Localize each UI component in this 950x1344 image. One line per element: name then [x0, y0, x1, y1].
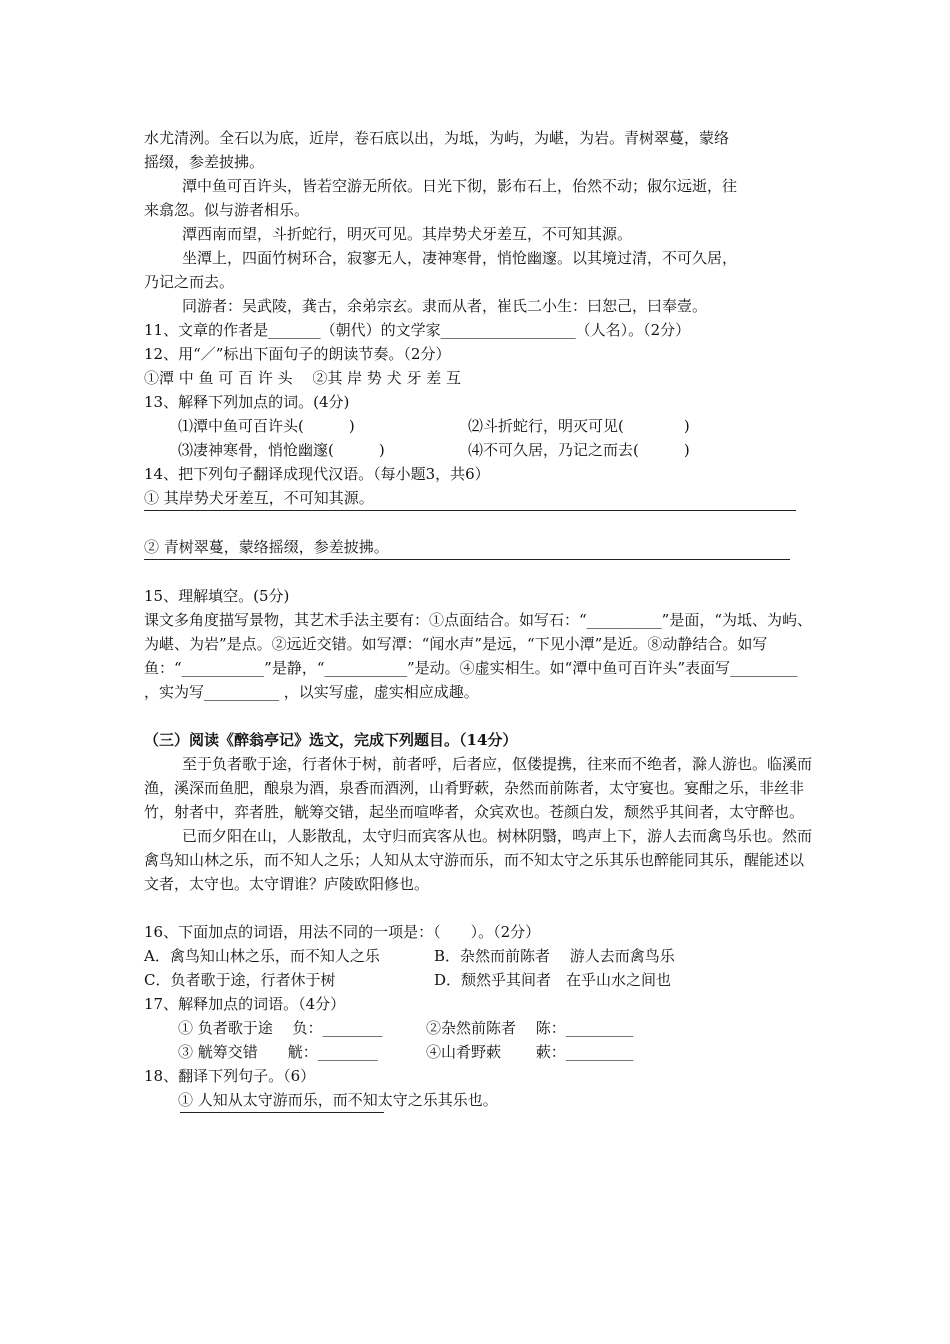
passage2-paragraph: 至于负者歌于途，行者休于树，前者呼，后者应，伛偻提携，往来而不绝者，滁人游也。临溪而渔，溪深而鱼肥，酿泉为酒，泉香而酒洌，山肴野蔌，杂然而前陈者，太守宴也。宴酣之乐，非丝非竹，射者中，弈者胜，觥筹交错，起坐而喧哗者，众宾欢也。苍颜白发，颓然乎其间者，太守醉也。 — [144, 755, 813, 821]
passage1-line: 坐潭上，四面竹树环合，寂寥无人，凄神寒骨，悄怆幽邃。以其境过清，不可久居， — [182, 249, 738, 267]
question-17-row — [144, 1040, 814, 1064]
question-17-item: ① 负者歌于途 负：________ — [178, 1019, 383, 1037]
question-13-item: ⑵斗折蛇行，明灭可见( ) — [468, 417, 690, 435]
question-18-item: ① 人知从太守游而乐，而不知太守之乐其乐也。 — [178, 1091, 498, 1109]
passage1-line: 同游者：吴武陵，龚古，余弟宗玄。隶而从者，崔氏二小生：曰恕己，曰奉壹。 — [182, 297, 708, 315]
question-13-item: ⑷不可久居，乃记之而去( ) — [468, 441, 690, 459]
passage1-line: 摇缀，参差披拂。 — [144, 153, 265, 171]
question-16: 16、下面加点的词语，用法不同的一项是：（ ）。（2分） — [144, 923, 541, 941]
question-15: 15、理解填空。(5分) — [144, 587, 290, 605]
passage1-line: 水尤清洌。全石以为底，近岸，卷石底以出，为坻，为屿，为嵁，为岩。青树翠蔓，蒙络 — [144, 129, 730, 147]
question-13-item: ⑴潭中鱼可百许头( ) — [178, 417, 355, 435]
question-17-row — [144, 1016, 814, 1040]
question-11: 11、文章的作者是_______（朝代）的文学家__________________（人名）。（2分） — [144, 321, 691, 339]
question-16-row — [144, 944, 814, 968]
passage1-line: 来翕忽。似与游者相乐。 — [144, 201, 310, 219]
question-17: 17、解释加点的词语。（4分） — [144, 995, 346, 1013]
question-12: 12、用“／”标出下面句子的朗读节奏。（2分） — [144, 345, 451, 363]
passage1-line: 潭西南而望，斗折蛇行，明灭可见。其岸势犬牙差互，不可知其源。 — [182, 225, 633, 243]
question-13-row — [144, 414, 814, 438]
question-14-item: ② 青树翠蔓，蒙络摇缀，参差披拂。 — [144, 538, 389, 556]
question-12-items: ①潭 中 鱼 可 百 许 头 ②其 岸 势 犬 牙 差 互 — [144, 369, 461, 387]
passage2-paragraph: 已而夕阳在山，人影散乱，太守归而宾客从也。树林阴翳，鸣声上下，游人去而禽鸟乐也。然而禽鸟知山林之乐，而不知人之乐；人知从太守游而乐，而不知太守之乐其乐也醉能同其乐，醒能述以文者，太守也。太守谓谁？庐陵欧阳修也。 — [144, 827, 813, 893]
question-13-item: ⑶凄神寒骨，悄怆幽邃( ) — [178, 441, 385, 459]
question-16-row — [144, 968, 814, 992]
answer-line — [180, 1112, 384, 1113]
question-15-body: 课文多角度描写景物，其艺术手法主要有：①点面结合。如写石：“__________”是面，“为坻、为屿、为嵁、为岩”是点。②远近交错。如写潭：“闻水声”是远，“下见小潭”是近。⑧动静结合。如写鱼：“___________”是静，“___________”是动。④虚实相生。如“潭中鱼可百许头”表面写_________ ，实为写__________ ，以实写虚，虚实相应成趣。 — [144, 611, 813, 701]
option-b: B．杂然而前陈者 游人去而禽鸟乐 — [434, 947, 675, 965]
question-17-item: ③ 觥筹交错 觥：________ — [178, 1043, 378, 1061]
question-14: 14、把下列句子翻译成现代汉语。（每小题3，共6） — [144, 465, 490, 483]
question-13: 13、解释下列加点的词。(4分) — [144, 393, 350, 411]
exam-page — [144, 126, 814, 1113]
option-d: D．颓然乎其间者 在乎山水之间也 — [434, 971, 672, 989]
question-18: 18、翻译下列句子。（6） — [144, 1067, 316, 1085]
question-17-item: ④山肴野蔌 蔌：_________ — [426, 1043, 634, 1061]
section-3-heading: （三）阅读《醉翁亭记》选文，完成下列题目。（14分） — [144, 731, 518, 749]
question-14-item: ① 其岸势犬牙差互，不可知其源。 — [144, 489, 374, 507]
question-17-item: ②杂然前陈者 陈：_________ — [426, 1019, 634, 1037]
option-a: A．禽鸟知山林之乐，而不知人之乐 — [144, 947, 380, 965]
passage1-line: 乃记之而去。 — [144, 273, 235, 291]
question-13-row — [144, 438, 814, 462]
option-c: C．负者歌于途，行者休于树 — [144, 971, 336, 989]
passage1-line: 潭中鱼可百许头，皆若空游无所依。日光下彻，影布石上，佁然不动；俶尔远逝，往 — [182, 177, 738, 195]
